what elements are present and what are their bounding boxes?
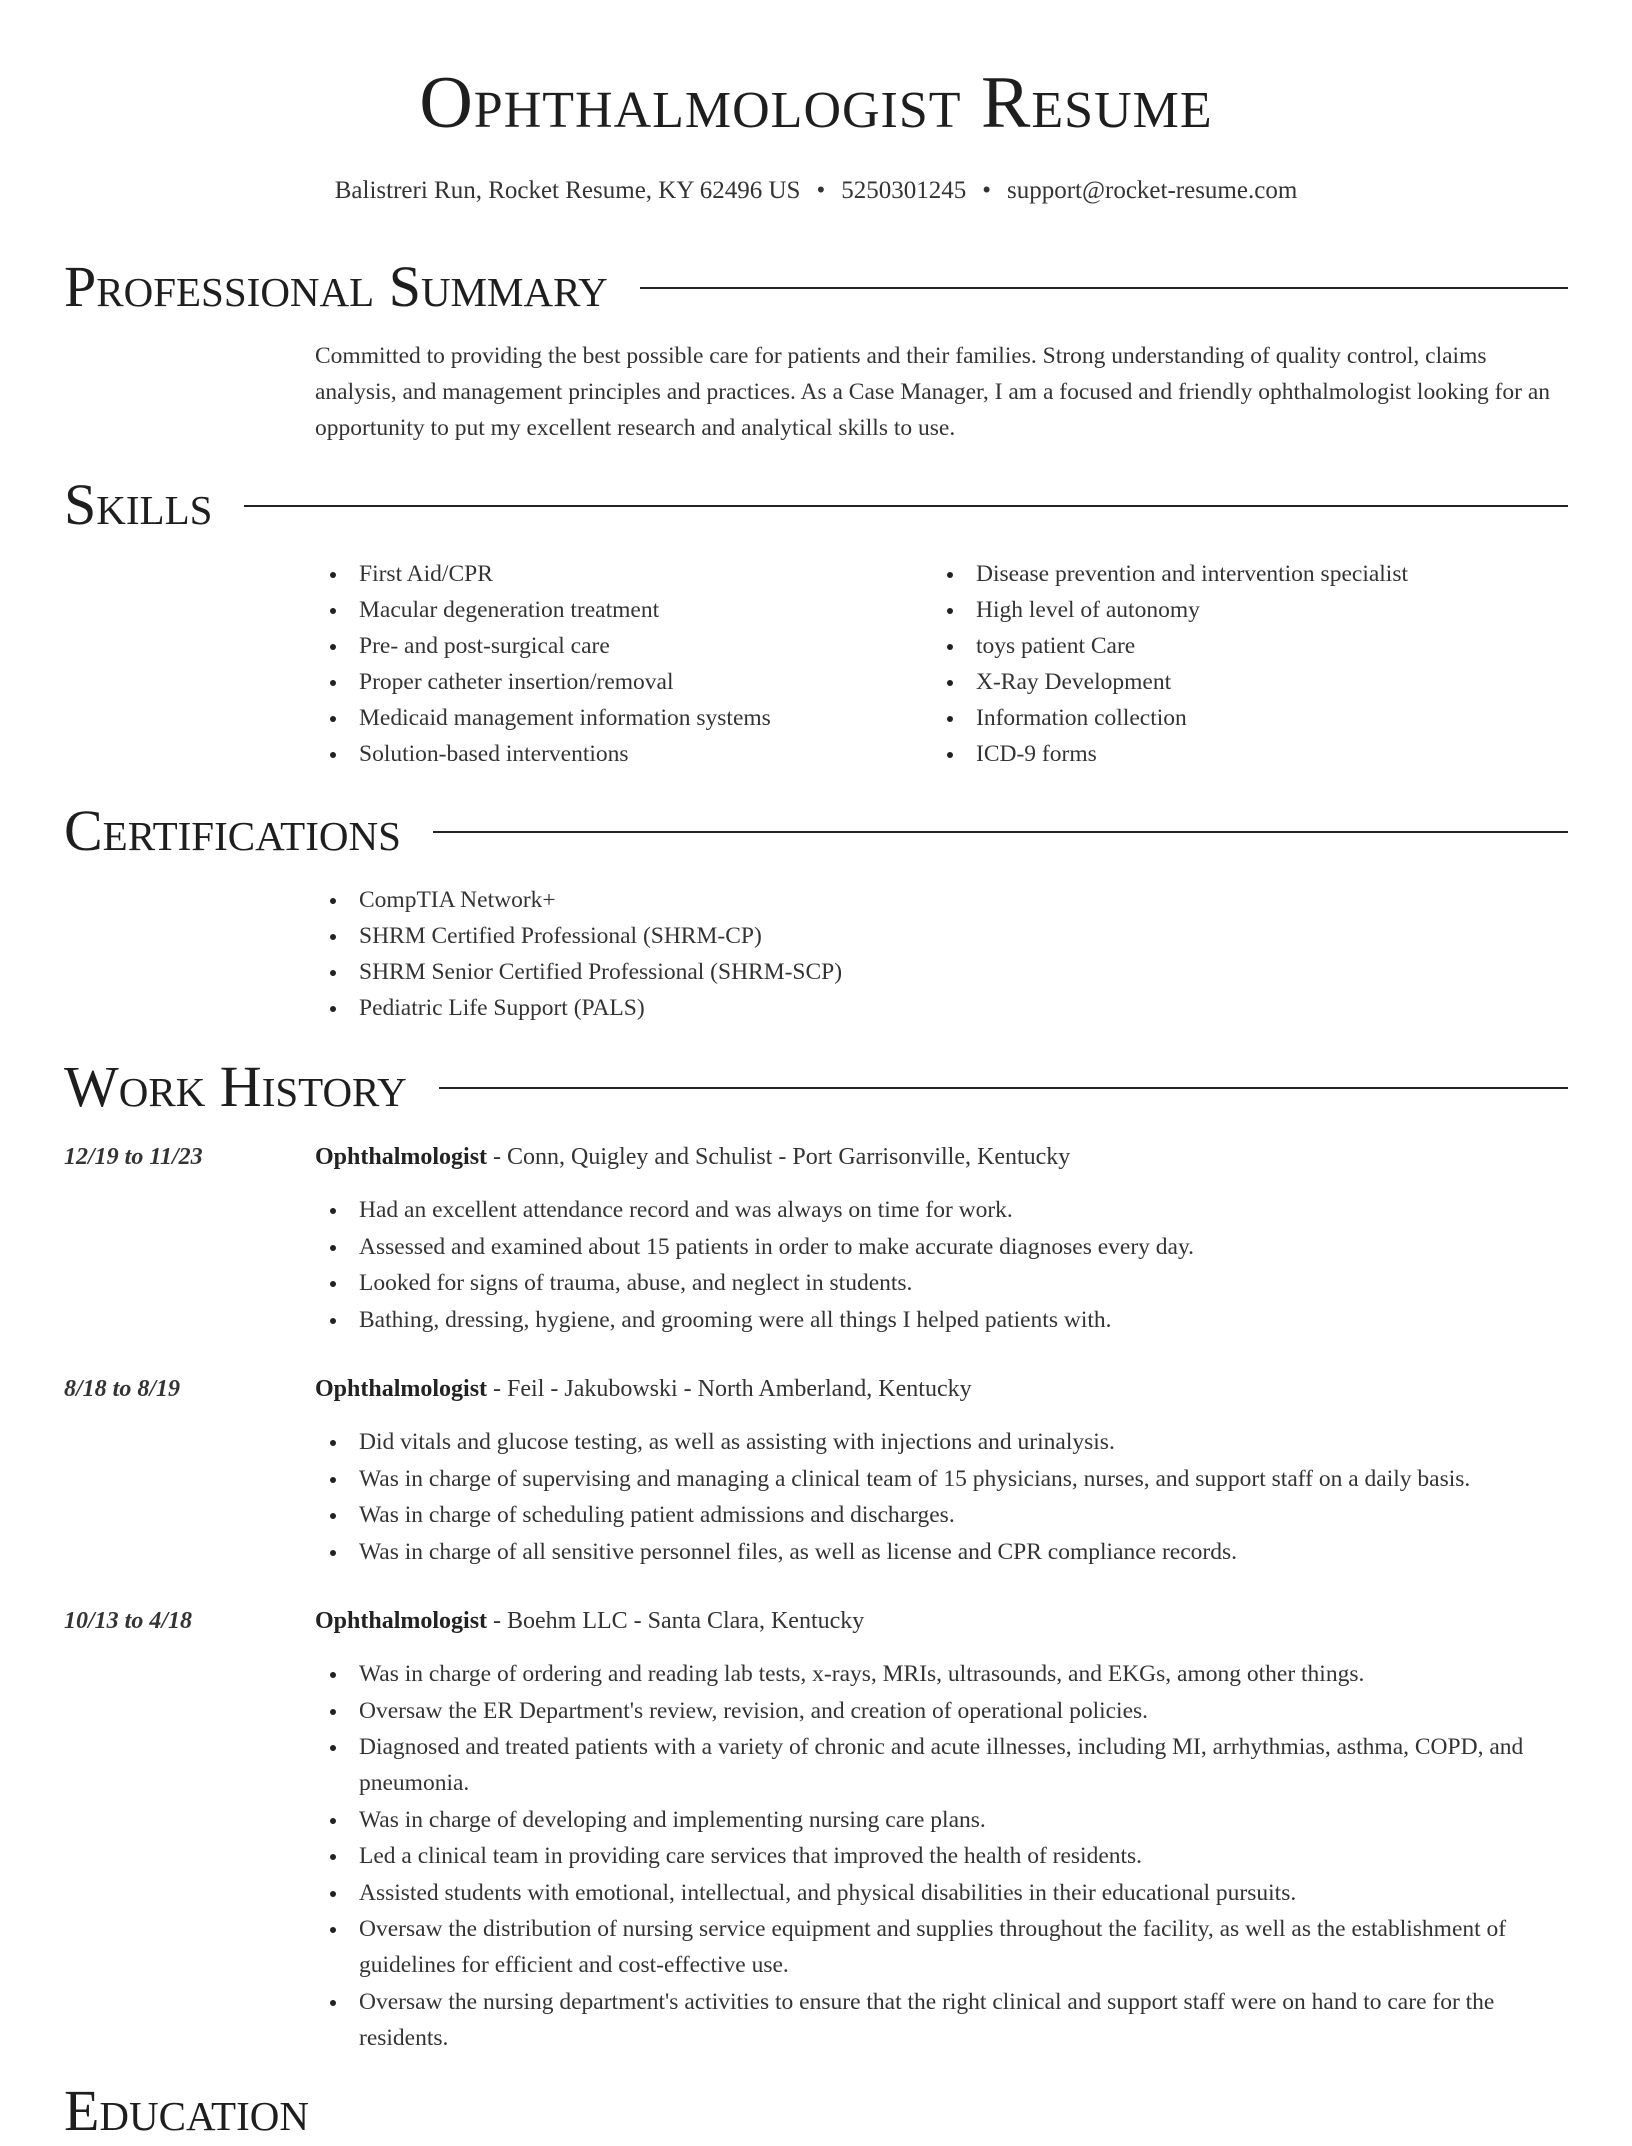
job-bullet: Looked for signs of trauma, abuse, and neglect in students. <box>315 1265 1568 1301</box>
certification-item: Pediatric Life Support (PALS) <box>315 990 1215 1026</box>
job-bullet: Led a clinical team in providing care services that improved the health of residents. <box>315 1838 1568 1874</box>
job-bullets <box>315 1424 1568 1570</box>
skill-item: Proper catheter insertion/removal <box>315 664 915 700</box>
contact-email[interactable]: support@rocket-resume.com <box>1006 177 1298 204</box>
job-bullet: Bathing, dressing, hygiene, and grooming were all things I helped patients with. <box>315 1302 1568 1338</box>
education-heading: Education <box>64 2078 309 2143</box>
job-employer: - Conn, Quigley and Schulist - Port Garrisonville, Kentucky <box>487 1144 1071 1170</box>
contact-separator: • <box>982 177 991 204</box>
certification-item: SHRM Certified Professional (SHRM-CP) <box>315 918 1215 954</box>
job-bullet: Oversaw the distribution of nursing service equipment and supplies throughout the facility, as well as the establishment of guidelines for efficient and cost-effective use. <box>315 1911 1568 1983</box>
skill-item: ICD-9 forms <box>932 736 1532 772</box>
job-bullet: Was in charge of developing and implementing nursing care plans. <box>315 1802 1568 1838</box>
skill-item: Medicaid management information systems <box>315 700 915 736</box>
certification-item: CompTIA Network+ <box>315 882 1215 918</box>
job-bullet: Was in charge of supervising and managing a clinical team of 15 physicians, nurses, and support staff on a daily basis. <box>315 1461 1568 1497</box>
job-dates: 8/18 to 8/19 <box>64 1376 181 1402</box>
contact-line <box>0 174 1632 208</box>
skill-item: Information collection <box>932 700 1532 736</box>
summary-heading: Professional Summary <box>64 254 608 319</box>
job-bullet: Assisted students with emotional, intellectual, and physical disabilities in their educational pursuits. <box>315 1875 1568 1911</box>
job-employer: - Boehm LLC - Santa Clara, Kentucky <box>487 1608 865 1634</box>
skill-item: First Aid/CPR <box>315 556 915 592</box>
summary-section-header <box>64 252 1568 322</box>
certifications-section-header <box>64 796 1568 866</box>
skill-item: Solution-based interventions <box>315 736 915 772</box>
job-role: Ophthalmologist <box>315 1376 488 1402</box>
skill-item: Disease prevention and intervention specialist <box>932 556 1532 592</box>
job-bullets <box>315 1656 1568 2056</box>
skill-item: Macular degeneration treatment <box>315 592 915 628</box>
summary-text: Committed to providing the best possible care for patients and their families. Strong understanding of quality control, claims analysis, and management principles and practices. As a Case Manager, I am a focused and friendly ophthalmologist looking for an opportunity to put my excellent research and analytical skills to use. <box>315 343 1551 441</box>
certifications-list <box>315 882 1215 1026</box>
contact-address: Balistreri Run, Rocket Resume, KY 62496 US <box>334 177 801 204</box>
job-bullet: Was in charge of ordering and reading lab tests, x-rays, MRIs, ultrasounds, and EKGs, among other things. <box>315 1656 1568 1692</box>
job-bullets <box>315 1192 1568 1338</box>
section-divider <box>439 1087 1568 1089</box>
contact-separator: • <box>816 177 826 204</box>
job-role: Ophthalmologist <box>315 1608 488 1634</box>
skills-heading: Skills <box>64 472 213 537</box>
job-bullet: Diagnosed and treated patients with a variety of chronic and acute illnesses, including MI, arrhythmias, asthma, COPD, and pneumonia. <box>315 1729 1568 1801</box>
job-employer: - Feil - Jakubowski - North Amberland, Kentucky <box>487 1376 972 1402</box>
job-bullet: Oversaw the ER Department's review, revision, and creation of operational policies. <box>315 1693 1568 1729</box>
skills-section-header <box>64 470 1568 540</box>
section-divider <box>640 287 1568 289</box>
certifications-heading: Certifications <box>64 798 401 863</box>
job-dates: 12/19 to 11/23 <box>64 1144 203 1170</box>
skill-item: toys patient Care <box>932 628 1532 664</box>
work-history-heading: Work History <box>64 1054 407 1119</box>
job-bullet: Was in charge of all sensitive personnel files, as well as license and CPR compliance records. <box>315 1534 1568 1570</box>
education-section-header <box>64 2076 1568 2146</box>
job-bullet: Oversaw the nursing department's activities to ensure that the right clinical and support staff were on hand to care for the residents. <box>315 1984 1568 2056</box>
job-title-line <box>315 1604 1568 1638</box>
work-history-section-header <box>64 1052 1568 1122</box>
skill-item: High level of autonomy <box>932 592 1532 628</box>
job-bullet: Assessed and examined about 15 patients in order to make accurate diagnoses every day. <box>315 1229 1568 1265</box>
page-title: Ophthalmologist Resume <box>419 62 1213 144</box>
job-bullet: Was in charge of scheduling patient admissions and discharges. <box>315 1497 1568 1533</box>
skills-column-left <box>315 556 915 772</box>
contact-phone: 5250301245 <box>841 177 967 204</box>
job-role: Ophthalmologist <box>315 1144 488 1170</box>
section-divider <box>244 505 1568 507</box>
job-dates: 10/13 to 4/18 <box>64 1608 193 1634</box>
job-title-line <box>315 1140 1568 1174</box>
job-bullet: Had an excellent attendance record and was always on time for work. <box>315 1192 1568 1228</box>
skill-item: X-Ray Development <box>932 664 1532 700</box>
job-bullet: Did vitals and glucose testing, as well as assisting with injections and urinalysis. <box>315 1424 1568 1460</box>
certification-item: SHRM Senior Certified Professional (SHRM-SCP) <box>315 954 1215 990</box>
job-title-line <box>315 1372 1568 1406</box>
skill-item: Pre- and post-surgical care <box>315 628 915 664</box>
section-divider <box>433 831 1568 833</box>
skills-column-right <box>932 556 1532 772</box>
